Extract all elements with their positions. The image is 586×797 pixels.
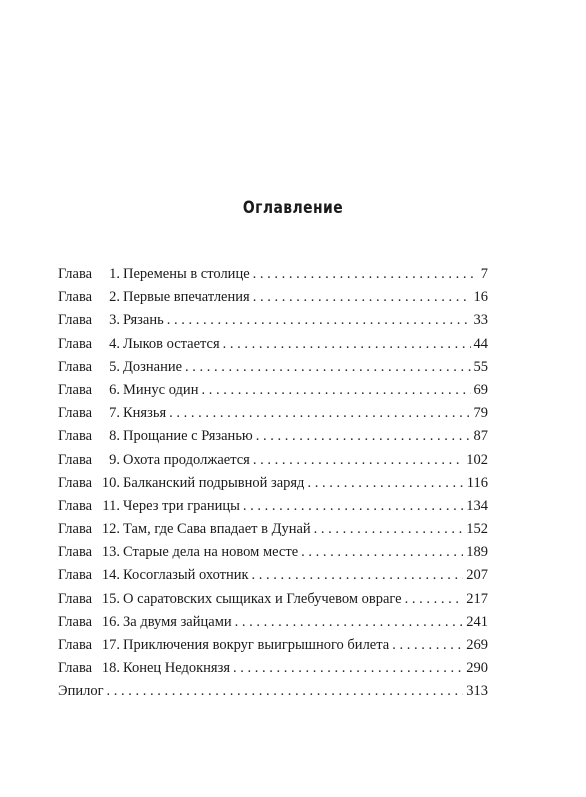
- chapter-prefix: Глава 6.: [58, 381, 120, 398]
- toc-entry-6: [58, 379, 488, 402]
- toc-entry-14: [58, 564, 488, 587]
- dot-leader: [169, 402, 470, 425]
- chapter-prefix: Глава 4.: [58, 335, 120, 352]
- dot-leader: [223, 333, 471, 356]
- page-number: 207: [466, 567, 488, 584]
- dot-leader: [253, 286, 471, 309]
- page-number: 16: [473, 289, 488, 306]
- chapter-prefix: Глава 8.: [58, 428, 120, 445]
- page-number: 87: [473, 428, 488, 445]
- toc-entry-12: [58, 518, 488, 541]
- toc-entry-18: [58, 657, 488, 680]
- page-number: 55: [473, 358, 488, 375]
- chapter-prefix: Глава 2.: [58, 289, 120, 306]
- toc-entry-7: [58, 402, 488, 425]
- dot-leader: [167, 309, 471, 332]
- chapter-title: Приключения вокруг выигрышного билета: [123, 637, 390, 653]
- dot-leader: [107, 680, 464, 703]
- dot-leader: [235, 611, 464, 634]
- chapter-title: Старые дела на новом месте: [123, 544, 299, 561]
- toc-entry-1: [58, 263, 488, 286]
- toc-entry-16: [58, 611, 488, 634]
- page-number: 79: [473, 405, 488, 422]
- chapter-prefix: Глава 9.: [58, 451, 120, 468]
- page-number: 134: [466, 497, 488, 514]
- chapter-title: Охота продолжается: [123, 451, 250, 468]
- chapter-title: Минус один: [123, 381, 199, 398]
- toc-entry-17: [58, 634, 488, 657]
- chapter-prefix: Глава 12.: [58, 521, 120, 538]
- page-number: 313: [466, 683, 488, 700]
- chapter-title: Через три границы: [123, 497, 240, 514]
- page-number: 152: [466, 521, 488, 538]
- toc-heading: Оглавление: [242, 198, 344, 218]
- toc-entry-4: [58, 333, 488, 356]
- page-number: 116: [466, 474, 488, 491]
- chapter-prefix: Глава 16.: [58, 613, 120, 630]
- chapter-prefix: Глава 5.: [58, 358, 120, 375]
- chapter-title: Князья: [123, 405, 167, 422]
- dot-leader: [301, 541, 463, 564]
- chapter-prefix: Глава 1.: [58, 266, 120, 282]
- chapter-title: За двумя зайцами: [123, 613, 232, 630]
- dot-leader: [243, 495, 463, 518]
- page-number: 217: [466, 590, 488, 607]
- dot-leader: [253, 263, 475, 286]
- chapter-title: Дознание: [123, 358, 183, 375]
- toc-entry-10: [58, 472, 488, 495]
- page-number: 269: [466, 637, 488, 653]
- dot-leader: [252, 564, 464, 587]
- dot-leader: [201, 379, 470, 402]
- dot-leader: [307, 472, 463, 495]
- dot-leader: [392, 634, 463, 657]
- toc-entry-8: [58, 425, 488, 448]
- toc-entry-9: [58, 449, 488, 472]
- chapter-prefix: Глава 13.: [58, 544, 120, 561]
- chapter-title: Конец Недокнязя: [123, 660, 230, 677]
- page-number: 7: [480, 266, 488, 282]
- table-of-contents: [58, 263, 488, 704]
- page-number: 189: [466, 544, 488, 561]
- chapter-title: Там, где Сава впадает в Дунай: [123, 521, 311, 538]
- dot-leader: [256, 425, 471, 448]
- toc-entry-13: [58, 541, 488, 564]
- page-number: 33: [473, 312, 488, 329]
- chapter-title: Балканский подрывной заряд: [123, 474, 305, 491]
- page-number: 69: [473, 381, 488, 398]
- chapter-title: Перемены в столице: [123, 266, 250, 282]
- chapter-title: Первые впечатления: [123, 289, 250, 306]
- chapter-prefix: Глава 18.: [58, 660, 120, 677]
- chapter-prefix: Глава 14.: [58, 567, 120, 584]
- toc-entry-15: [58, 588, 488, 611]
- toc-entry-5: [58, 356, 488, 379]
- chapter-title: Лыков остается: [123, 335, 220, 352]
- chapter-prefix: Глава 15.: [58, 590, 120, 607]
- toc-entry-epilogue: [58, 680, 488, 703]
- chapter-title: Косоглазый охотник: [123, 567, 249, 584]
- toc-entry-3: [58, 309, 488, 332]
- dot-leader: [233, 657, 463, 680]
- chapter-title: Рязань: [123, 312, 164, 329]
- chapter-prefix: Глава 11.: [58, 497, 120, 514]
- chapter-prefix: Глава 17.: [58, 637, 120, 653]
- epilogue-title: Эпилог: [58, 683, 104, 700]
- chapter-title: Прощание с Рязанью: [123, 428, 253, 445]
- page-number: 44: [473, 335, 488, 352]
- page-number: 290: [466, 660, 488, 677]
- toc-entry-11: [58, 495, 488, 518]
- chapter-title: О саратовских сыщиках и Глебучевом овраге: [123, 590, 402, 607]
- dot-leader: [185, 356, 470, 379]
- chapter-prefix: Глава 7.: [58, 405, 120, 422]
- page-number: 102: [466, 451, 488, 468]
- chapter-prefix: Глава 3.: [58, 312, 120, 329]
- dot-leader: [314, 518, 464, 541]
- dot-leader: [253, 449, 463, 472]
- page-number: 241: [466, 613, 488, 630]
- chapter-prefix: Глава 10.: [58, 474, 120, 491]
- toc-entry-2: [58, 286, 488, 309]
- dot-leader: [405, 588, 464, 611]
